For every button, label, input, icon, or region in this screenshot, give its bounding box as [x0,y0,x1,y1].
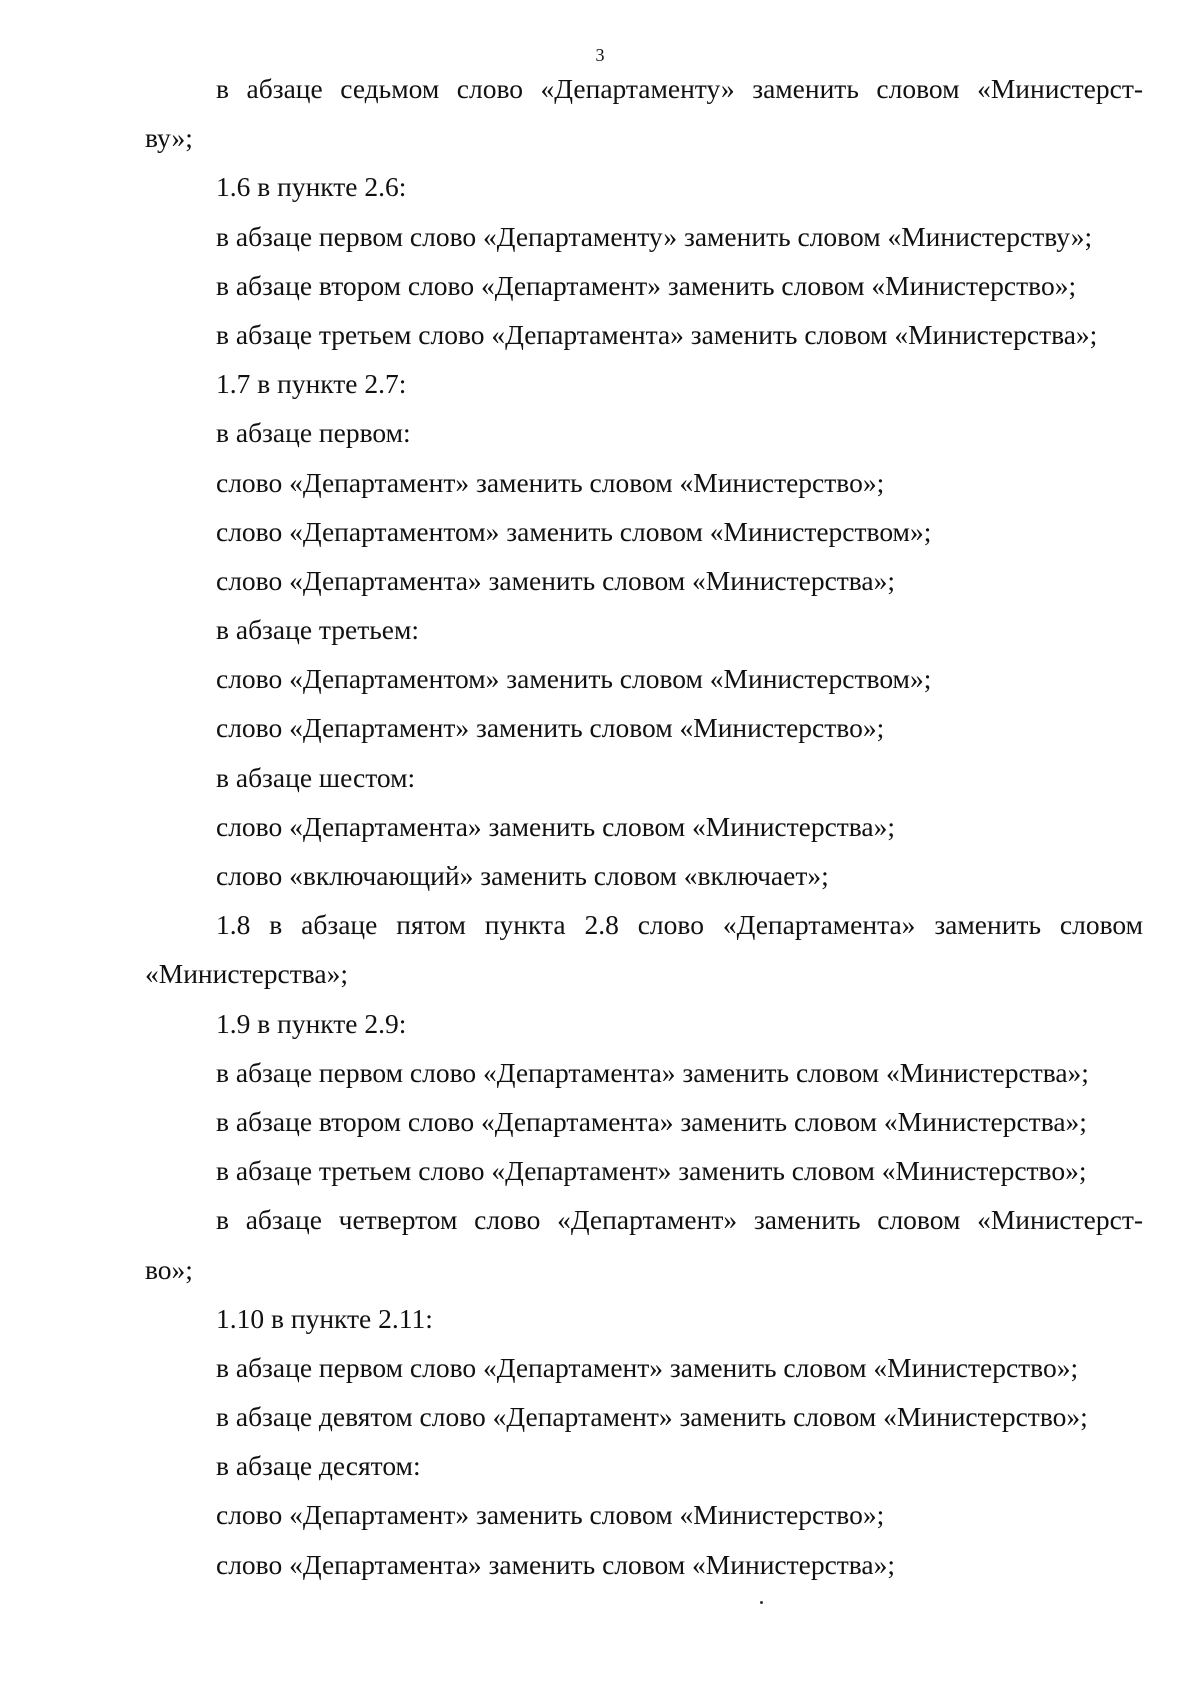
text-line: в абзаце третьем слово «Департамента» заменить словом «Министерства»; [216,318,1098,350]
text-line: во»; [145,1253,193,1285]
text-line: слово «включающий» заменить словом «включает»; [216,860,829,891]
text-line: слово «Департаментом» заменить словом «Министерством»; [216,515,932,547]
text-line: «Министерства»; [145,958,348,990]
text-line: слово «Департамента» заменить словом «Министерства»; [216,810,896,842]
page-number: 3 [595,45,605,65]
text-line: ву»; [145,122,193,154]
text-line: в абзаце первом слово «Департамент» заменить словом «Министерство»; [216,1351,1079,1383]
text-line: в абзаце третьем слово «Департамент» заменить словом «Министерство»; [216,1155,1087,1187]
text-line: слово «Департамент» заменить словом «Министерство»; [216,1499,885,1531]
text-line: слово «Департамент» заменить словом «Министерство»; [216,712,885,744]
text-line: в абзаце шестом: [216,761,416,793]
text-line: в абзаце седьмом слово «Департаменту» заменить словом «Министерст- [216,73,1143,104]
text-line: в абзаце десятом: [216,1450,421,1482]
scan-speck [760,1601,763,1604]
text-line: в абзаце первом: [216,417,411,449]
text-line: 1.7 в пункте 2.7: [216,368,407,400]
text-line: в абзаце первом слово «Департамента» заменить словом «Министерства»; [216,1056,1089,1088]
text-line: 1.9 в пункте 2.9: [216,1007,407,1039]
text-line: в абзаце девятом слово «Департамент» заменить словом «Министерство»; [216,1401,1088,1433]
document-body [145,64,1143,1589]
text-line: 1.10 в пункте 2.11: [216,1302,433,1334]
text-line: в абзаце первом слово «Департаменту» заменить словом «Министерству»; [216,220,1093,252]
text-line: 1.8 в абзаце пятом пункта 2.8 слово «Департамента» заменить словом [216,909,1143,941]
text-line: слово «Департамента» заменить словом «Министерства»; [216,1548,896,1580]
text-line: слово «Департамент» заменить словом «Министерство»; [216,466,885,498]
text-line: в абзаце втором слово «Департамента» заменить словом «Министерства»; [216,1105,1087,1137]
text-line: слово «Департамента» заменить словом «Министерства»; [216,564,896,596]
text-line: в абзаце третьем: [216,614,420,646]
text-line: в абзаце четвертом слово «Департамент» заменить словом «Министерст- [216,1204,1143,1236]
text-line: 1.6 в пункте 2.6: [216,171,407,203]
text-line: слово «Департаментом» заменить словом «Министерством»; [216,663,932,695]
text-line: в абзаце втором слово «Департамент» заменить словом «Министерство»; [216,269,1077,301]
